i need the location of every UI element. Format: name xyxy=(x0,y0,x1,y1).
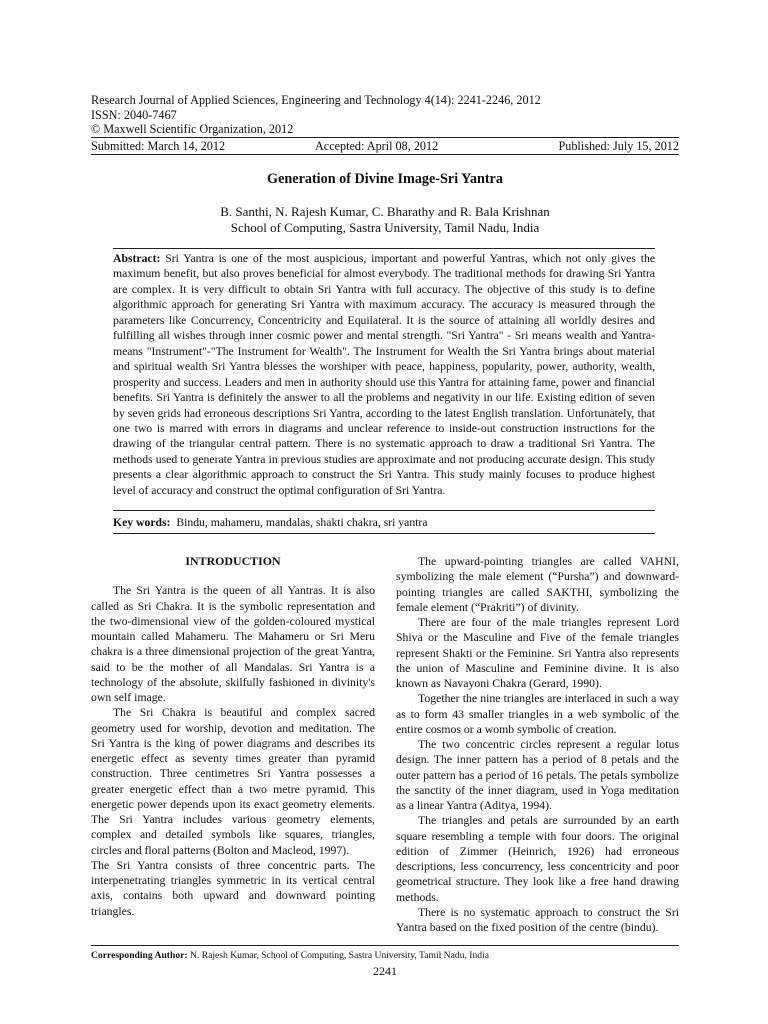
journal-info xyxy=(91,93,679,137)
dates-rule xyxy=(91,154,679,155)
author-affiliation: School of Computing, Sastra University, Tamil Nadu, India xyxy=(230,220,540,235)
header-rule xyxy=(91,137,679,138)
right-paragraph: There are four of the male triangles represent Lord Shiva or the Masculine and Five of the female triangles represent Shakti or the Feminine. Sri Yantra also represents the union of Masculine and Feminine divine. It is also known as Navayoni Chakra (Gerard, 1990). xyxy=(396,616,679,690)
abstract-bottom-rule xyxy=(113,510,655,511)
right-paragraph: The upward-pointing triangles are called VAHNI, symbolizing the male element (“Pursha”) and downward-pointing triangles are called SAKTHI, symbolizing the female element (“Prakriti”) of divinity. xyxy=(396,555,679,614)
author-block xyxy=(91,204,679,236)
left-paragraph: The Sri Yantra consists of three concentric parts. The interpenetrating triangles symmetric in its vertical central axis, contains both upward and downward pointing triangles. xyxy=(91,858,375,918)
corresponding-author-text: N. Rajesh Kumar, School of Computing, Sastra University, Tamil Nadu, India xyxy=(189,950,489,961)
right-paragraph: The triangles and petals are surrounded by an earth square resembling a temple with four doors. The original edition of Zimmer (Heinrich, 1926) had erroneous descriptions, less concurrency, less concentricity and poor geometrical structure. They look like a free hand drawing methods. xyxy=(396,814,679,904)
footer-rule xyxy=(91,945,679,946)
right-column xyxy=(396,554,679,935)
corresponding-author-label: Corresponding Author: xyxy=(91,950,188,961)
left-column xyxy=(91,554,375,919)
left-paragraph: The Sri Chakra is beautiful and complex sacred geometry used for worship, devotion and meditation. The Sri Yantra is the king of power diagrams and describes its energetic effect as seventy times greater than pyramid construction. Three centimetres Sri Yantra possesses a greater energetic effect than a two metre pyramid. This energetic power depends upon its exact geometry elements. The Sri Yantra includes various geometry elements, complex and detailed symbols like squares, triangles, circles and floral patterns (Bolton and Macleod, 1997). xyxy=(91,706,375,857)
abstract-text: Sri Yantra is one of the most auspicious, important and powerful Yantras, which not only gives the maximum benefit, but also proves beneficial for almost everybody. The traditional methods for drawing Sri Yantra are complex. It is very difficult to obtain Sri Yantra with full accuracy. The objective of this study is to define algorithmic approach for generating Sri Yantra with maximum accuracy. The accuracy is measured through the parameters like Concurrency, Concentricity and Equilateral. It is the source of attaining all worldly desires and fulfilling all wishes through inner cosmic power and mental strength. "Sri Yantra" - Sri means wealth and Yantra-means "Instrument"-"The Instrument for Wealth". The Instrument for Wealth the Sri Yantra brings about material and spiritual wealth Sri Yantra blesses the worshiper with peace, happiness, popularity, power, authority, wealth, prosperity and success. Leaders and men in authority should use this Yantra for attaining fame, power and financial benefits. Sri Yantra is definitely the answer to all the problems and negativity in our life. Existing edition of seven by seven grids had erroneous descriptions Sri Yantra, according to the latest English translation. Unfortunately, that one two is marred with errors in diagrams and unclear reference to inside-out construction instructions for the drawing of the triangular central pattern. There is no systematic approach to draw a traditional Sri Yantra. The methods used to generate Yantra in previous studies are approximate and not producing accurate design. This study presents a clear algorithmic approach to construct the Sri Yantra. This study mainly focuses to produce highest level of accuracy and construct the optimal configuration of Sri Yantra. xyxy=(113,252,656,497)
corresponding-author xyxy=(91,950,679,961)
keywords-text: Bindu, mahameru, mandalas, shakti chakra, sri yantra xyxy=(176,516,428,530)
published-date: Published: July 15, 2012 xyxy=(558,139,679,153)
keywords-rule xyxy=(113,533,655,534)
right-paragraph: There is no systematic approach to construct the Sri Yantra based on the fixed position of the centre (bindu). xyxy=(396,905,679,934)
accepted-date: Accepted: April 08, 2012 xyxy=(315,139,439,153)
paper-title: Generation of Divine Image-Sri Yantra xyxy=(267,171,503,187)
left-paragraph: The Sri Yantra is the queen of all Yantras. It is also called as Sri Chakra. It is the symbolic representation and the two-dimensional view of the golden-coloured mystical mountain called Mahameru. The Mahameru or Sri Meru chakra is a three dimensional projection of the great Yantra, said to be the mother of all Mandalas. Sri Yantra is a technology of the absolute, skilfully fashioned in divinity's own self image. xyxy=(91,584,375,704)
keywords xyxy=(113,515,655,530)
abstract-section xyxy=(113,248,655,534)
keywords-label: Key words: xyxy=(113,516,171,530)
journal-citation: Research Journal of Applied Sciences, Engineering and Technology 4(14): 2241-2246, 2012 xyxy=(91,93,541,107)
journal-copyright: © Maxwell Scientific Organization, 2012 xyxy=(91,122,294,137)
author-names: B. Santhi, N. Rajesh Kumar, C. Bharathy and R. Bala Krishnan xyxy=(220,204,550,219)
introduction-heading: INTRODUCTION xyxy=(185,554,281,568)
abstract-top-rule xyxy=(113,248,655,249)
submitted-date: Submitted: March 14, 2012 xyxy=(91,139,226,153)
journal-issn: ISSN: 2040-7467 xyxy=(91,107,177,122)
right-paragraph: Together the nine triangles are interlaced in such a way as to form 43 smaller triangles in a web symbolic of the entire cosmos or a womb symbolic of creation. xyxy=(396,692,679,736)
abstract-label: Abstract: xyxy=(113,252,161,265)
page-number: 2241 xyxy=(373,964,397,978)
right-paragraph: The two concentric circles represent a regular lotus design. The inner pattern has a period of 8 petals and the outer pattern has a period of 16 petals. The petals symbolize the sanctity of the inner diagram, used in Yoga meditation as a linear Yantra (Aditya, 1994). xyxy=(396,738,679,812)
abstract xyxy=(113,251,655,498)
